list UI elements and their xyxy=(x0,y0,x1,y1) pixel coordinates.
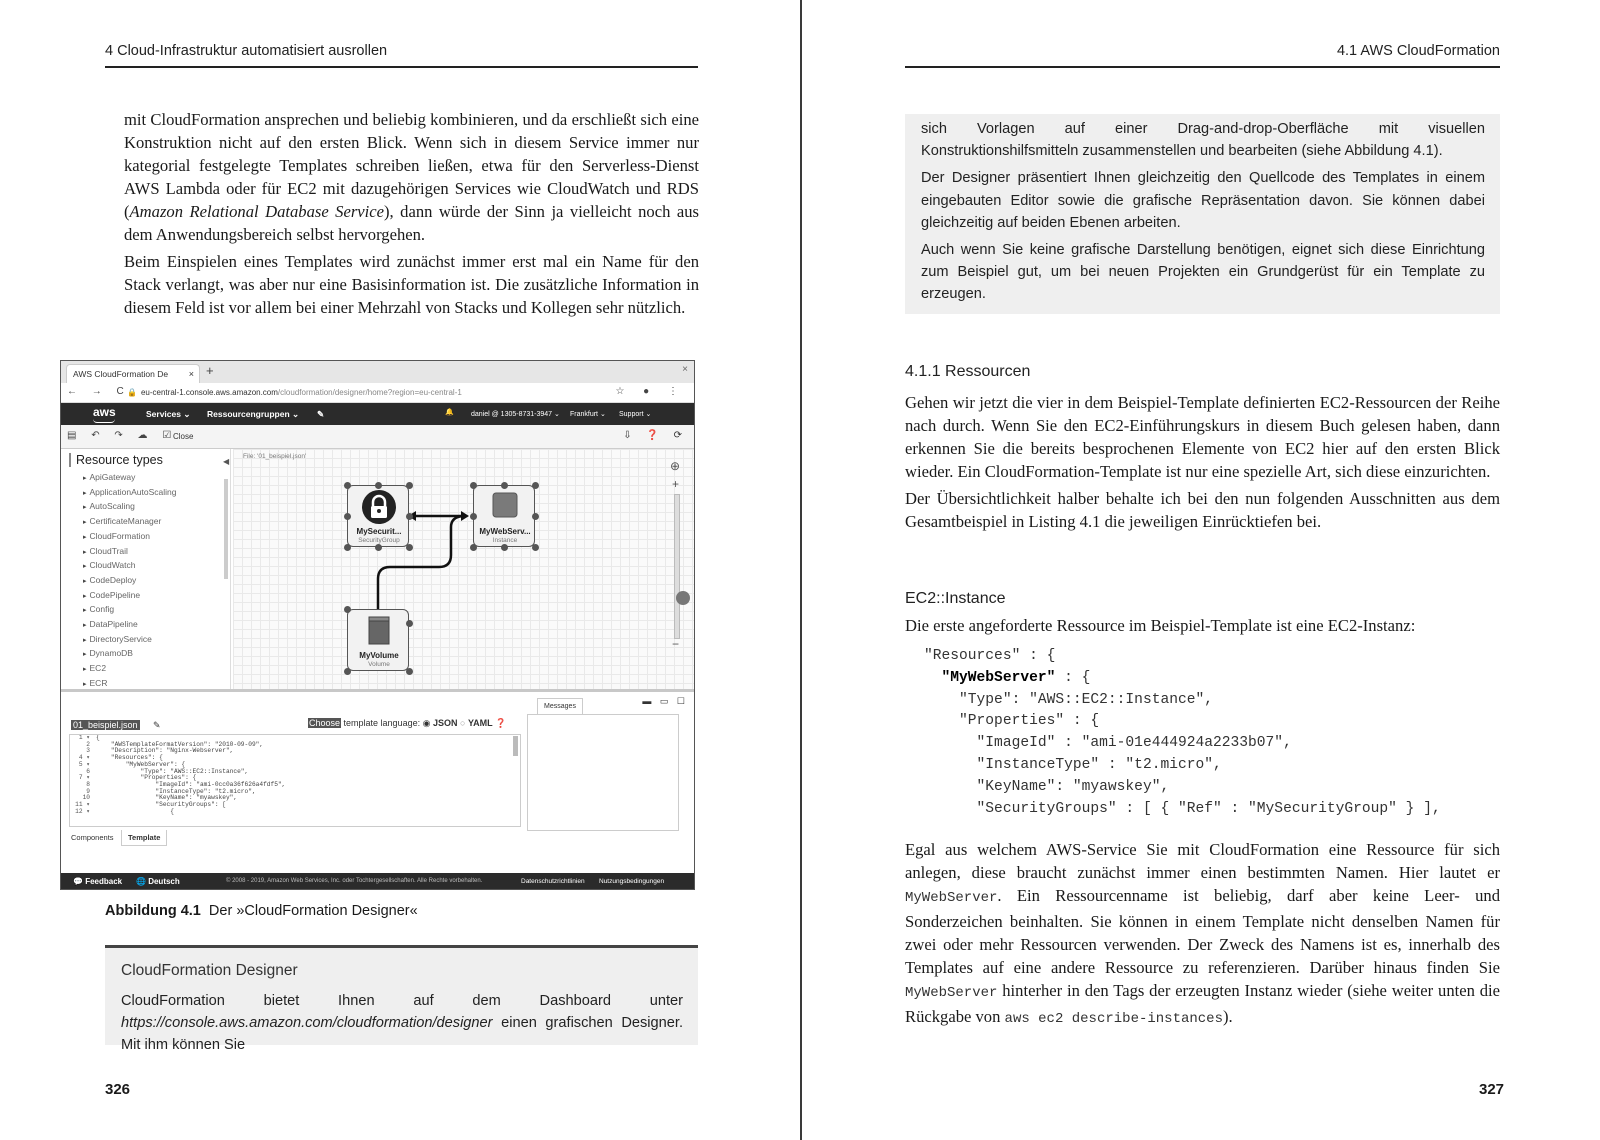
panel-window-icons[interactable]: ▬ ▭ ☐ xyxy=(642,696,688,706)
code-line xyxy=(70,809,520,816)
canvas-file-label: File: '01_beispiel.json' xyxy=(243,453,307,460)
info-box-title: CloudFormation Designer xyxy=(121,962,298,979)
line-number: 10 xyxy=(82,794,90,802)
line-number: 2 xyxy=(86,740,90,748)
body-text xyxy=(905,838,1500,1031)
header-rule xyxy=(105,66,698,68)
resource-type-item[interactable]: ▸ CloudTrail xyxy=(83,545,176,560)
header-rule xyxy=(905,66,1500,68)
figure-caption xyxy=(105,903,418,919)
running-head: 4 Cloud-Infrastruktur automatisiert ausrollen xyxy=(105,43,388,59)
bell-icon[interactable]: 🔔 xyxy=(445,409,454,416)
code-text: "Description": "Nginx-Webserver", xyxy=(96,747,234,755)
paragraph xyxy=(124,108,699,246)
volume-icon xyxy=(368,616,390,646)
resource-types-panel xyxy=(61,449,231,689)
code-text: "KeyName": "myawskey", xyxy=(96,794,238,802)
tab-components[interactable]: Components xyxy=(71,833,114,842)
language-selector[interactable] xyxy=(136,877,180,886)
aws-navbar xyxy=(61,403,694,425)
footer-bar xyxy=(61,873,694,890)
zoom-out-icon[interactable]: − xyxy=(672,637,680,651)
zoom-slider[interactable] xyxy=(674,494,680,639)
text-run: CloudFormation bietet Ihnen auf dem Dashboard unter xyxy=(121,993,683,1009)
line-number: 12 ▾ xyxy=(75,807,90,815)
pencil-icon[interactable]: ✎ xyxy=(153,720,161,730)
resource-type-item[interactable]: ▸ CodePipeline xyxy=(83,589,176,604)
feedback-icon: 💬 xyxy=(73,877,83,886)
cloudformation-designer-screenshot xyxy=(60,360,695,890)
code-text: "AWSTemplateFormatVersion": "2010-09-09", xyxy=(96,740,264,748)
toolbar-right-icons[interactable]: ⇩ ❓ ⟳ xyxy=(623,430,688,441)
code-editor[interactable] xyxy=(69,734,521,827)
line-number: 8 xyxy=(86,780,90,788)
paragraph: Der Übersichtlichkeit halber behalte ich bei den nun folgenden Ausschnitten aus dem Gesamtbeispiel in Listing 4.1 die jeweiligen Einrücktiefen bei. xyxy=(905,489,1500,531)
close-button[interactable]: Close xyxy=(173,432,194,441)
text-run: hinterher in den Tags der erzeugten Instanz wieder (siehe weiter unten die Rückgabe von xyxy=(905,981,1500,1026)
inline-code: MyWebServer xyxy=(905,985,998,1001)
code-text: "InstanceType": "t2.micro", xyxy=(96,787,256,795)
paragraph: Gehen wir jetzt die vier in dem Beispiel-Template definierten EC2-Ressourcen der Reihe nach durch. Wenn Sie den EC2-Einführungskurs in diesem Buch gelesen haben, dann erkennen Sie die bereits besprochenen Elemente von EC2 hier auf den ersten Blick wieder. Ein CloudFormation-Template ist nur eine spezielle Art, sich diese einzurichten. xyxy=(905,393,1500,481)
url-host: eu-central-1.console.aws.amazon.com xyxy=(140,388,278,397)
messages-tab[interactable]: Messages xyxy=(537,698,583,714)
subsection-title: EC2::Instance xyxy=(905,590,1006,607)
language-label: Deutsch xyxy=(148,877,180,886)
volume-node[interactable] xyxy=(347,609,409,671)
messages-panel xyxy=(527,714,679,831)
console-footer xyxy=(61,857,694,890)
tab-template[interactable]: Template xyxy=(121,830,167,846)
code-text: { xyxy=(96,734,100,741)
resource-type-item[interactable]: ▸ DataPipeline xyxy=(83,618,176,633)
caption-text: Der »CloudFormation Designer« xyxy=(208,903,418,919)
resource-type-item[interactable]: ▸ ECR xyxy=(83,677,176,692)
code-text: "Type": "AWS::EC2::Instance", xyxy=(96,767,249,775)
code-line: "InstanceType" : "t2.micro", xyxy=(924,756,1222,773)
body-text xyxy=(124,108,699,319)
help-icon[interactable]: ❓ xyxy=(495,718,507,728)
info-box-text xyxy=(921,118,1485,311)
body-text xyxy=(905,391,1500,533)
section-title: 4.1.1 Ressourcen xyxy=(905,363,1031,380)
address-bar xyxy=(61,383,694,403)
line-number: 1 ▾ xyxy=(78,734,90,741)
copyright-text: © 2008 - 2019, Amazon Web Services, Inc. oder Tochtergesellschaften. Alle Rechte vorbehalten. xyxy=(226,878,483,884)
resource-type-item[interactable]: ▸ CloudFormation xyxy=(83,530,176,545)
designer-canvas[interactable] xyxy=(233,449,695,689)
connection-lines xyxy=(233,449,695,689)
instance-node[interactable] xyxy=(473,485,535,547)
yaml-radio[interactable]: ○ xyxy=(460,718,466,728)
text-run: einen grafischen Designer. Mit ihm können Sie xyxy=(121,1015,683,1054)
line-number: 7 ▾ xyxy=(78,774,90,782)
resource-groups-menu[interactable]: Ressourcengruppen ⌄ xyxy=(207,409,300,419)
resource-type-item[interactable]: ▸ AutoScaling xyxy=(83,500,176,515)
zoom-control xyxy=(668,459,686,659)
text-run: ). xyxy=(1222,1007,1233,1026)
terms-link[interactable]: Nutzungsbedingungen xyxy=(599,878,665,885)
scrollbar[interactable] xyxy=(224,479,228,579)
code-text: "MyWebServer": { xyxy=(96,760,186,768)
fit-to-screen-icon[interactable]: ⊕ xyxy=(670,459,681,473)
browser-nav-icons[interactable]: ← → C xyxy=(67,386,130,397)
services-menu[interactable]: Services ⌄ xyxy=(146,409,191,419)
page-number: 326 xyxy=(105,1081,131,1098)
window-close-icon[interactable]: × xyxy=(682,364,688,375)
caption-label: Abbildung 4.1 xyxy=(105,903,201,919)
template-editor-area xyxy=(61,692,694,857)
designer-toolbar xyxy=(61,425,694,449)
running-head: 4.1 AWS CloudFormation xyxy=(1336,43,1500,59)
text-run: mit CloudFormation ansprechen und beliebig kombinieren, und da erschließt sich eine Konstruktion nicht auf den ersten Blick. Wenn sich in diesem Service immer nur kategorial festgelegte Templates schreiben ließen, etwa für den Serverless-Dienst AWS Lambda oder für EC2 mit dazugehörigen Services wie CloudWatch und RDS ( xyxy=(124,110,699,221)
privacy-link[interactable]: Datenschutzrichtlinien xyxy=(521,878,585,885)
code-text: "Resources": { xyxy=(96,754,163,762)
page-number: 327 xyxy=(1479,1081,1505,1098)
aws-logo[interactable]: aws xyxy=(93,405,116,419)
code-line: "Resources" : { xyxy=(924,648,1056,664)
close-tab-icon[interactable]: × xyxy=(188,369,194,379)
zoom-in-icon[interactable]: + xyxy=(672,477,680,491)
resource-type-item[interactable]: ▸ CertificateManager xyxy=(83,515,176,530)
collapse-panel-icon[interactable]: ◀ xyxy=(223,457,230,466)
italic-term: Amazon Relational Database Service xyxy=(129,202,385,221)
node-type: SecurityGroup xyxy=(358,537,400,544)
code-text: { xyxy=(96,807,174,815)
file-name-field[interactable]: 01_beispiel.json xyxy=(73,720,138,730)
region-menu[interactable]: Frankfurt ⌄ xyxy=(570,411,606,418)
browser-tabbar xyxy=(61,361,694,383)
instance-icon xyxy=(492,492,518,518)
choose-label: Choose xyxy=(309,718,341,728)
node-name: MySecurit... xyxy=(356,527,402,536)
line-number: 11 ▾ xyxy=(75,801,90,809)
code-text: "Properties": { xyxy=(96,774,197,782)
account-menu[interactable]: daniel @ 1305-8731-3947 ⌄ xyxy=(471,411,560,418)
editor-tabs xyxy=(61,830,694,846)
code-resource-name: "MyWebServer" xyxy=(941,669,1056,686)
node-type: Instance xyxy=(492,537,518,544)
paragraph: Beim Einspielen eines Templates wird zunächst immer erst mal ein Name für den Stack verlangt, was aber nur eine Basisinformation ist. Die zusätzliche Information in diesem Feld ist vor allem bei einer Mehrzahl von Stacks und Kollegen sehr nützlich. xyxy=(124,252,699,317)
code-text: "SecurityGroups": [ xyxy=(96,801,226,809)
inline-code: MyWebServer xyxy=(905,890,998,906)
url-path: /cloudformation/designer/home?region=eu-central-1 xyxy=(277,388,462,397)
feedback-link[interactable] xyxy=(73,877,122,886)
node-name: MyVolume xyxy=(359,651,399,660)
support-menu[interactable]: Support ⌄ xyxy=(619,411,652,418)
toolbar-icons[interactable]: ▤ ↶ ↷ ☁ ☑ xyxy=(67,430,178,441)
node-name: MyWebServ... xyxy=(479,527,531,536)
code-indent xyxy=(924,670,942,686)
url-text: https://console.aws.amazon.com/cloudformation/designer xyxy=(121,1015,493,1032)
line-number: 3 xyxy=(86,747,90,755)
browser-tab[interactable] xyxy=(66,364,200,383)
line-number: 9 xyxy=(86,787,90,795)
resource-type-item[interactable]: ▸ DirectoryService xyxy=(83,633,176,648)
code-line: "SecurityGroups" : [ { "Ref" : "MySecurityGroup" } ], xyxy=(924,800,1441,817)
paragraph: Der Designer präsentiert Ihnen gleichzeitig den Quellcode des Templates in einem eingebauten Editor sowie die grafische Repräsentation davon. Sie können dabei gleichzeitig auf beiden Ebenen arbeiten. xyxy=(921,170,1485,231)
resource-type-item[interactable]: ▸ Config xyxy=(83,603,176,618)
resource-type-list xyxy=(83,471,176,706)
scrollbar[interactable] xyxy=(513,736,518,756)
pin-icon[interactable]: ✎ xyxy=(317,409,325,419)
code-line: : { xyxy=(1055,669,1091,686)
code-listing xyxy=(924,646,1441,820)
json-radio[interactable]: ◉ xyxy=(422,718,431,728)
resource-type-item[interactable]: ▸ ApiGateway xyxy=(83,471,176,486)
inline-code: aws ec2 describe-instances xyxy=(1004,1011,1223,1027)
resource-type-item[interactable]: ▸ CloudWatch xyxy=(83,559,176,574)
url-field[interactable] xyxy=(127,388,462,397)
security-group-node[interactable] xyxy=(347,485,409,547)
info-box-text xyxy=(121,990,683,1062)
text-run: Egal aus welchem AWS-Service Sie mit CloudFormation eine Ressource für sich anlegen, diese braucht zunächst immer einen bestimmten Namen. Hier lautet er xyxy=(905,840,1500,882)
tab-title: AWS CloudFormation De xyxy=(73,369,169,379)
code-text: "ImageId": "ami-0cc0a36f626a4fdf5", xyxy=(96,780,286,788)
paragraph: sich Vorlagen auf einer Drag-and-drop-Oberfläche mit visuellen Konstruktionshilfsmitteln zusammenstellen und bearbeiten (siehe Abbildung 4.1). xyxy=(921,121,1485,160)
resource-type-item[interactable]: ▸ CodeDeploy xyxy=(83,574,176,589)
text-run: ), dann würde der Sinn ja vielleicht noch aus dem Anwendungsbereich selbst hervorgehen. xyxy=(124,202,699,244)
paragraph: Auch wenn Sie keine grafische Darstellung benötigen, eignet sich diese Einrichtung zum Beispiel gut, um bei neuen Projekten ein Grundgerüst für ein Template zu erzeugen. xyxy=(921,242,1485,303)
text-run: . Ein Ressourcenname ist beliebig, darf aber keine Leer- und Sonderzeichen beinhalten. Sie können in einem Template nicht denselben Namen für zwei oder mehr Ressourcen verwenden. Der Zweck des Namens ist es, innerhalb des Templates auf eine andere Ressource zu referenzieren. Darüber hinaus finden Sie xyxy=(905,886,1500,977)
node-type: Volume xyxy=(368,661,390,668)
resource-type-item[interactable]: ▸ ApplicationAutoScaling xyxy=(83,486,176,501)
choose-label-rest: template language: xyxy=(341,718,421,728)
line-number: 6 xyxy=(86,767,90,775)
json-option[interactable]: JSON xyxy=(432,718,458,728)
code-line: "Type": "AWS::EC2::Instance", xyxy=(924,691,1214,708)
lock-icon xyxy=(361,489,397,525)
line-number: 5 ▾ xyxy=(78,760,90,768)
template-language-selector xyxy=(308,718,506,729)
code-line: "Properties" : { xyxy=(924,713,1100,730)
subsection-intro: Die erste angeforderte Ressource im Beispiel-Template ist eine EC2-Instanz: xyxy=(905,616,1416,635)
zoom-slider-handle[interactable] xyxy=(676,591,690,605)
resource-type-item[interactable]: ▸ DynamoDB xyxy=(83,647,176,662)
info-box-rule xyxy=(105,945,698,948)
browser-action-icons[interactable]: ☆ ● ⋮ xyxy=(615,386,686,397)
resource-type-item[interactable]: ▸ EC2 xyxy=(83,662,176,677)
lock-icon: 🔒 xyxy=(127,388,137,397)
paragraph xyxy=(905,838,1500,1031)
globe-icon: 🌐 xyxy=(136,877,146,886)
yaml-option[interactable]: YAML xyxy=(467,718,493,728)
line-number: 4 ▾ xyxy=(78,754,90,762)
code-line: "ImageId" : "ami-01e444924a2233b07", xyxy=(924,735,1292,752)
new-tab-button[interactable]: + xyxy=(206,363,214,378)
resource-types-title: Resource types xyxy=(69,453,163,467)
feedback-label: Feedback xyxy=(85,877,123,886)
code-line: "KeyName": "myawskey", xyxy=(924,778,1170,795)
